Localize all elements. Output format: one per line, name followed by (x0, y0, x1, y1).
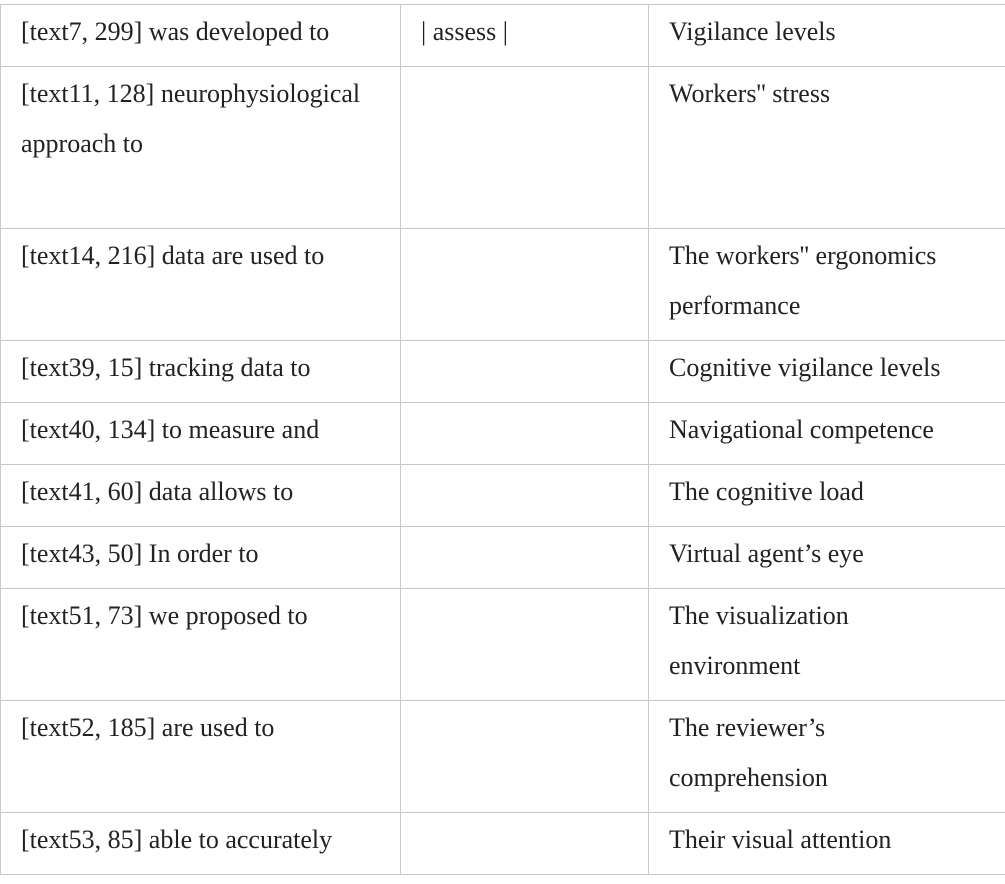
object-text: Vigilance levels (669, 17, 836, 46)
verb-cell (401, 341, 649, 403)
source-text: [text41, 60] data allows to (21, 477, 294, 506)
table-row (1, 403, 1005, 465)
table-row (1, 465, 1005, 527)
object-text: Their visual attention (669, 825, 892, 854)
object-cell (649, 465, 1005, 527)
object-cell (649, 5, 1005, 67)
source-cell (1, 527, 401, 589)
object-cell (649, 701, 1005, 813)
verb-cell (401, 465, 649, 527)
table-row (1, 813, 1005, 875)
source-cell (1, 813, 401, 875)
table-row (1, 527, 1005, 589)
object-cell (649, 403, 1005, 465)
source-text: [text14, 216] data are used to (21, 241, 325, 270)
verb-cell (401, 527, 649, 589)
source-text: [text11, 128] neurophysiological approach to (21, 79, 361, 158)
object-text: The visualization environment (669, 601, 849, 680)
table-row (1, 589, 1005, 701)
object-text: Workers'' stress (669, 79, 831, 108)
verb-cell (401, 67, 649, 229)
object-text: Virtual agent’s eye (669, 539, 864, 568)
source-cell (1, 341, 401, 403)
source-text: [text52, 185] are used to (21, 713, 275, 742)
verb-cell (401, 589, 649, 701)
table-row (1, 5, 1005, 67)
object-cell (649, 527, 1005, 589)
source-text: [text40, 134] to measure and (21, 415, 320, 444)
source-text: [text39, 15] tracking data to (21, 353, 311, 382)
object-cell (649, 67, 1005, 229)
source-cell (1, 5, 401, 67)
source-cell (1, 229, 401, 341)
object-text: Navigational competence (669, 415, 934, 444)
table-row (1, 341, 1005, 403)
verb-cell (401, 229, 649, 341)
object-text: The workers'' ergonomics performance (669, 241, 937, 320)
source-text: [text43, 50] In order to (21, 539, 259, 568)
source-text: [text51, 73] we proposed to (21, 601, 308, 630)
object-cell (649, 229, 1005, 341)
object-text: Cognitive vigilance levels (669, 353, 941, 382)
object-text: The reviewer’s comprehension (669, 713, 828, 792)
verb-cell (401, 403, 649, 465)
source-cell (1, 403, 401, 465)
table-row (1, 229, 1005, 341)
source-text: [text7, 299] was developed to (21, 17, 330, 46)
table-row (1, 67, 1005, 229)
object-cell (649, 813, 1005, 875)
verb-text: | assess | (421, 17, 508, 46)
table-row (1, 701, 1005, 813)
source-text: [text53, 85] able to accurately (21, 825, 333, 854)
source-cell (1, 67, 401, 229)
source-cell (1, 701, 401, 813)
source-cell (1, 589, 401, 701)
results-table (0, 4, 1005, 875)
source-cell (1, 465, 401, 527)
verb-cell (401, 813, 649, 875)
verb-cell (401, 5, 649, 67)
object-cell (649, 589, 1005, 701)
verb-cell (401, 701, 649, 813)
object-cell (649, 341, 1005, 403)
object-text: The cognitive load (669, 477, 864, 506)
